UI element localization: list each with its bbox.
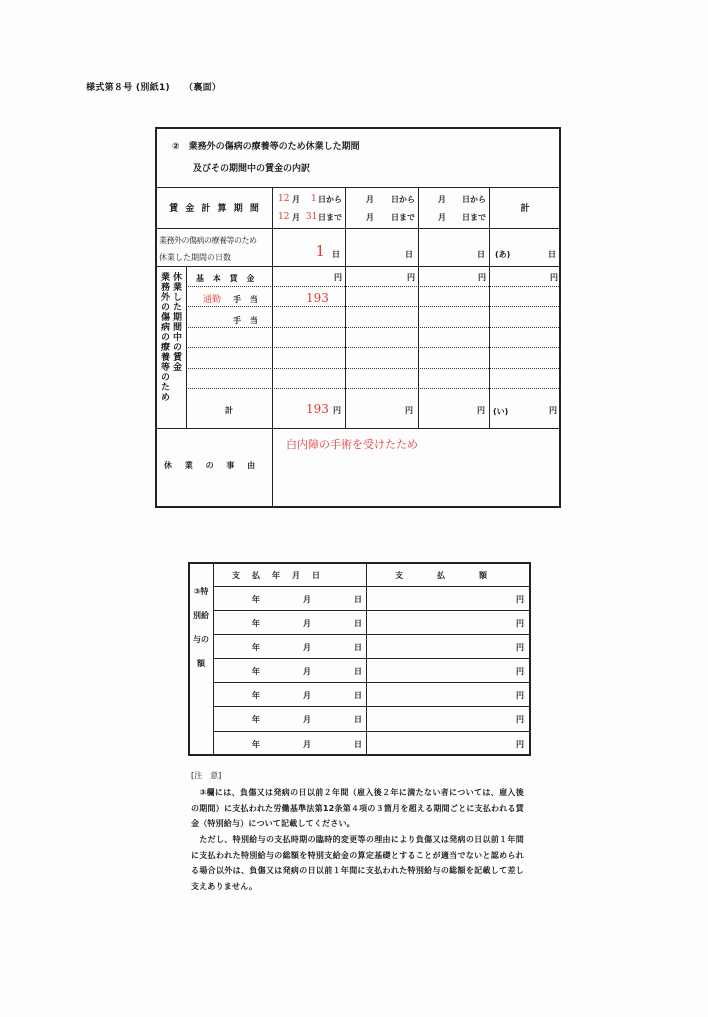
days-unit: 日 (405, 250, 413, 259)
wage-period-label: 賃 金 計 算 期 間 (169, 204, 261, 214)
total-column-header: 計 (520, 204, 530, 214)
period-1-from-month[interactable]: 12 (278, 194, 290, 204)
yen-label: 円 (516, 595, 524, 604)
table-row[interactable] (214, 659, 530, 683)
month-label: 月 (303, 691, 311, 700)
days-cell-2[interactable] (347, 246, 417, 264)
period-1-to-month[interactable]: 12 (278, 212, 290, 222)
year-label: 年 (252, 595, 260, 604)
wage-row-2-prefix[interactable]: 通勤 (203, 295, 222, 305)
yen-unit: 円 (407, 273, 415, 282)
commute-allowance-value[interactable]: 193 (306, 291, 329, 305)
period-1-to-day[interactable]: 31 (306, 212, 318, 222)
yen-label: 円 (516, 667, 524, 676)
month-label: 月 (366, 213, 374, 222)
month-label: 月 (303, 715, 311, 724)
table-row[interactable] (214, 587, 530, 611)
from-suffix: 日から (391, 195, 415, 204)
wage-row-2-label: 手 当 (233, 295, 261, 304)
reason-label: 休 業 の 事 由 (164, 461, 261, 470)
yen-unit: 円 (333, 406, 341, 415)
yen-label: 円 (516, 619, 524, 628)
wage-total-label: 計 (225, 406, 233, 415)
year-label: 年 (252, 619, 260, 628)
year-label: 年 (252, 691, 260, 700)
days-total-prefix: (あ) (495, 250, 511, 259)
to-suffix: 日まで (391, 213, 415, 222)
month-label: 月 (303, 740, 311, 749)
wage-row-basic-label: 基 本 賃 金 (196, 274, 258, 283)
day-label: 日 (354, 691, 362, 700)
days-value: 1 (315, 242, 325, 260)
month-label: 月 (292, 213, 300, 222)
month-label: 月 (438, 213, 446, 222)
reason-value[interactable]: 白内障の手術を受けたため (286, 438, 418, 451)
yen-unit: 円 (334, 273, 342, 282)
period-1-from-day[interactable]: 1 (311, 194, 317, 204)
to-suffix: 日まで (318, 213, 342, 222)
table-row[interactable] (214, 611, 530, 635)
notes-heading: [注 意] (191, 771, 222, 780)
days-cell-1[interactable] (274, 242, 344, 264)
notes-paragraph-2: ただし、特別給与の支払時期の臨時的変更等の理由により負傷又は発病の日以前１年間に支払われた特別給与の総額を特別支給金の算定基礎とすることが適当でないと認められる場合以外は、負傷又は発病の日以前１年間に支払われた特別給与の総額を記載して差し支えありません。 (191, 835, 524, 891)
from-suffix: 日から (318, 195, 342, 204)
year-label: 年 (252, 643, 260, 652)
header-payment-amount: 支 払 額 (395, 571, 493, 580)
section3-side-label: ③特別給与の額 (193, 587, 209, 668)
month-label: 月 (292, 195, 300, 204)
period-2 (347, 190, 417, 228)
form-identifier: 様式第８号 (別紙1) （裏面） (86, 83, 222, 93)
period-1 (274, 190, 344, 228)
days-unit: 日 (548, 250, 556, 259)
yen-label: 円 (516, 740, 524, 749)
month-label: 月 (303, 595, 311, 604)
yen-label: 円 (516, 691, 524, 700)
wage-total-prefix: (い) (493, 407, 509, 416)
header-payment-date: 支 払 年 月 日 (232, 571, 322, 580)
days-cell-3[interactable] (420, 246, 488, 264)
day-label: 日 (354, 643, 362, 652)
section2-title-line2: 及びその期間中の賃金の内訳 (193, 164, 311, 174)
notes-paragraph-1: ③欄には、負傷又は発病の日以前２年間（雇入後２年に満たない者については、雇入後の期間）に支払われた労働基準法第12条第４項の３箇月を超える期間ごとに支払われる賃金（特別給与）について記載してください。 (191, 788, 524, 828)
to-suffix: 日まで (462, 213, 486, 222)
yen-unit: 円 (405, 406, 413, 415)
period-3 (420, 190, 490, 228)
year-label: 年 (252, 740, 260, 749)
month-label: 月 (303, 619, 311, 628)
day-label: 日 (354, 595, 362, 604)
month-label: 月 (438, 195, 446, 204)
table-row[interactable] (214, 732, 530, 756)
section2-title-line1: ② 業務外の傷病の療養等のため休業した期間 (172, 142, 360, 152)
yen-label: 円 (516, 715, 524, 724)
wage-row-3-label: 手 当 (233, 316, 261, 325)
wage-total-value-1[interactable]: 193 (306, 402, 329, 416)
days-unit: 日 (332, 250, 340, 259)
day-label: 日 (354, 667, 362, 676)
wage-outer-label: 業務外の傷病の療養等のため (159, 272, 169, 402)
yen-unit: 円 (478, 273, 486, 282)
table-row[interactable] (214, 707, 530, 732)
day-label: 日 (354, 619, 362, 628)
month-label: 月 (366, 195, 374, 204)
days-cell-total[interactable] (491, 246, 559, 264)
day-label: 日 (354, 740, 362, 749)
year-label: 年 (252, 715, 260, 724)
days-unit: 日 (477, 250, 485, 259)
section3-rows (214, 587, 530, 756)
year-label: 年 (252, 667, 260, 676)
table-row[interactable] (214, 683, 530, 707)
from-suffix: 日から (462, 195, 486, 204)
day-label: 日 (354, 715, 362, 724)
yen-unit: 円 (549, 406, 557, 415)
month-label: 月 (303, 667, 311, 676)
yen-unit: 円 (550, 273, 558, 282)
month-label: 月 (303, 643, 311, 652)
yen-label: 円 (516, 643, 524, 652)
yen-unit: 円 (477, 406, 485, 415)
table-row[interactable] (214, 635, 530, 659)
wage-inner-label: 休業した期間中の賃金 (171, 272, 181, 372)
days-label-line1: 業務外の傷病の療養等のため (159, 236, 257, 245)
days-label-line2: 休業した期間の日数 (159, 253, 231, 262)
